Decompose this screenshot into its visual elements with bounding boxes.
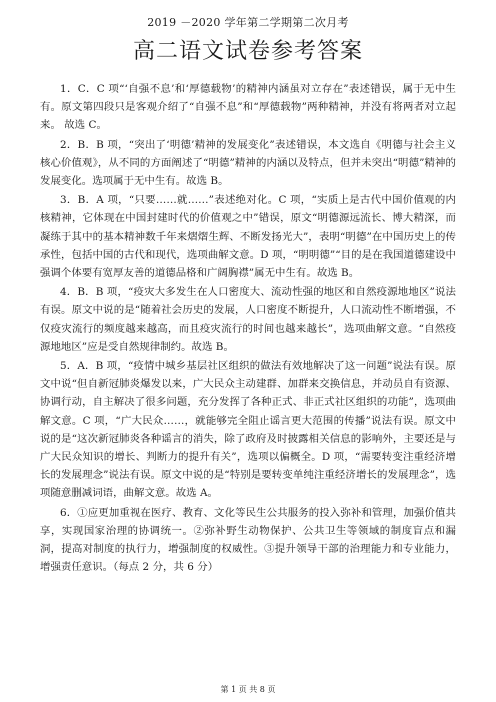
document-title: 高二语文试卷参考答案: [132, 39, 363, 64]
answer-item-5: 5．A．B 项，“疫情中城乡基层社区组织的做法有效地解决了这一问题”说法有误。原文中说“但自新冠肺炎爆发以来，广大民众主动建群、加群来交换信息，并动员自有资源、协调行动，自主解决了很多问题，充分发挥了各种正式、非正式社区组织的功能”，选项曲解文意。C 项，“广大民众……，就能够完全阻止谣言更大范围的传播”说法有误。原文中说的是“这次新冠肺炎各种谣言的消失，除了政府及时披露相关信息的影响外，主要还是与广大民众知识的增长、判断力的提升有关”，选项以偏概全。D 项，“需要转变注重经济增长的发展理念”说法有误。原文中说的是“特别是要转变单纯注重经济增长的发展理念”，选项随意删减词语，曲解文意。故选 A。: [40, 360, 456, 500]
page-number-footer: 第 1 页 共 8 页: [220, 685, 276, 694]
answer-item-3: 3．B．A 项，“只要……就……”表述绝对化。C 项，“实质上是古代中国价值观的内核精神，它体现在中国封建时代的价值观之中”错误，原文“明德源远流长、博大精深，而凝练于其中的基本精神数千年来熠熠生辉、不断发扬光大”，表明“明德”在中国历史上的传承性，包括中国的古代和现代，选项曲解文意。D 项，“明明德”“目的是在我国道德建设中强调个体要有宽厚友善的道德品格和广阔胸襟”属无中生有。故选 B。: [40, 194, 456, 280]
exam-term-subtitle: 2019 －2020 学年第二学期第二次月考: [147, 16, 349, 29]
answer-item-1: 1．C．C 项“‘自强不息’和‘厚德载物’的精神内涵虽对立存在”表述错误，属于无中生有。原文第四段只是客观介绍了“自强不息”和“厚德载物”两种精神，并没有将两者对立起来。 故选 C。: [40, 83, 456, 132]
answer-item-6: 6．①应更加重视在医疗、教育、文化等民生公共服务的投入弥补和管理，加强价值共享，实现国家治理的协调统一。②弥补野生动物保护、公共卫生等领域的制度盲点和漏洞，提高对制度的执行力，增强制度的权威性。③提升领导干部的治理能力和专业能力，增强责任意识。（每点 2 分，共 6 分）: [40, 506, 456, 574]
answer-item-4: 4．B．B 项，“疫灾大多发生在人口密度大、流动性强的地区和自然疫源地地区”说法有误。原文中说的是“随着社会历史的发展，人口密度不断提升，人口流动性不断增强，不仅疫灾流行的频度越来越高，而且疫灾流行的时间也越来越长”，选项曲解文意。“自然疫源地地区”应是受自然规律制约。故选 B。: [40, 286, 456, 353]
answer-item-2: 2．B．B 项，“突出了‘明德’精神的发展变化”表述错误，本文选自《明德与社会主义核心价值观》，从不同的方面阐述了“明德”精神的内涵以及特点，但并未突出“明德”精神的发展变化。选项属于无中生有。故选 B。: [40, 138, 456, 188]
answer-list: [40, 80, 456, 576]
